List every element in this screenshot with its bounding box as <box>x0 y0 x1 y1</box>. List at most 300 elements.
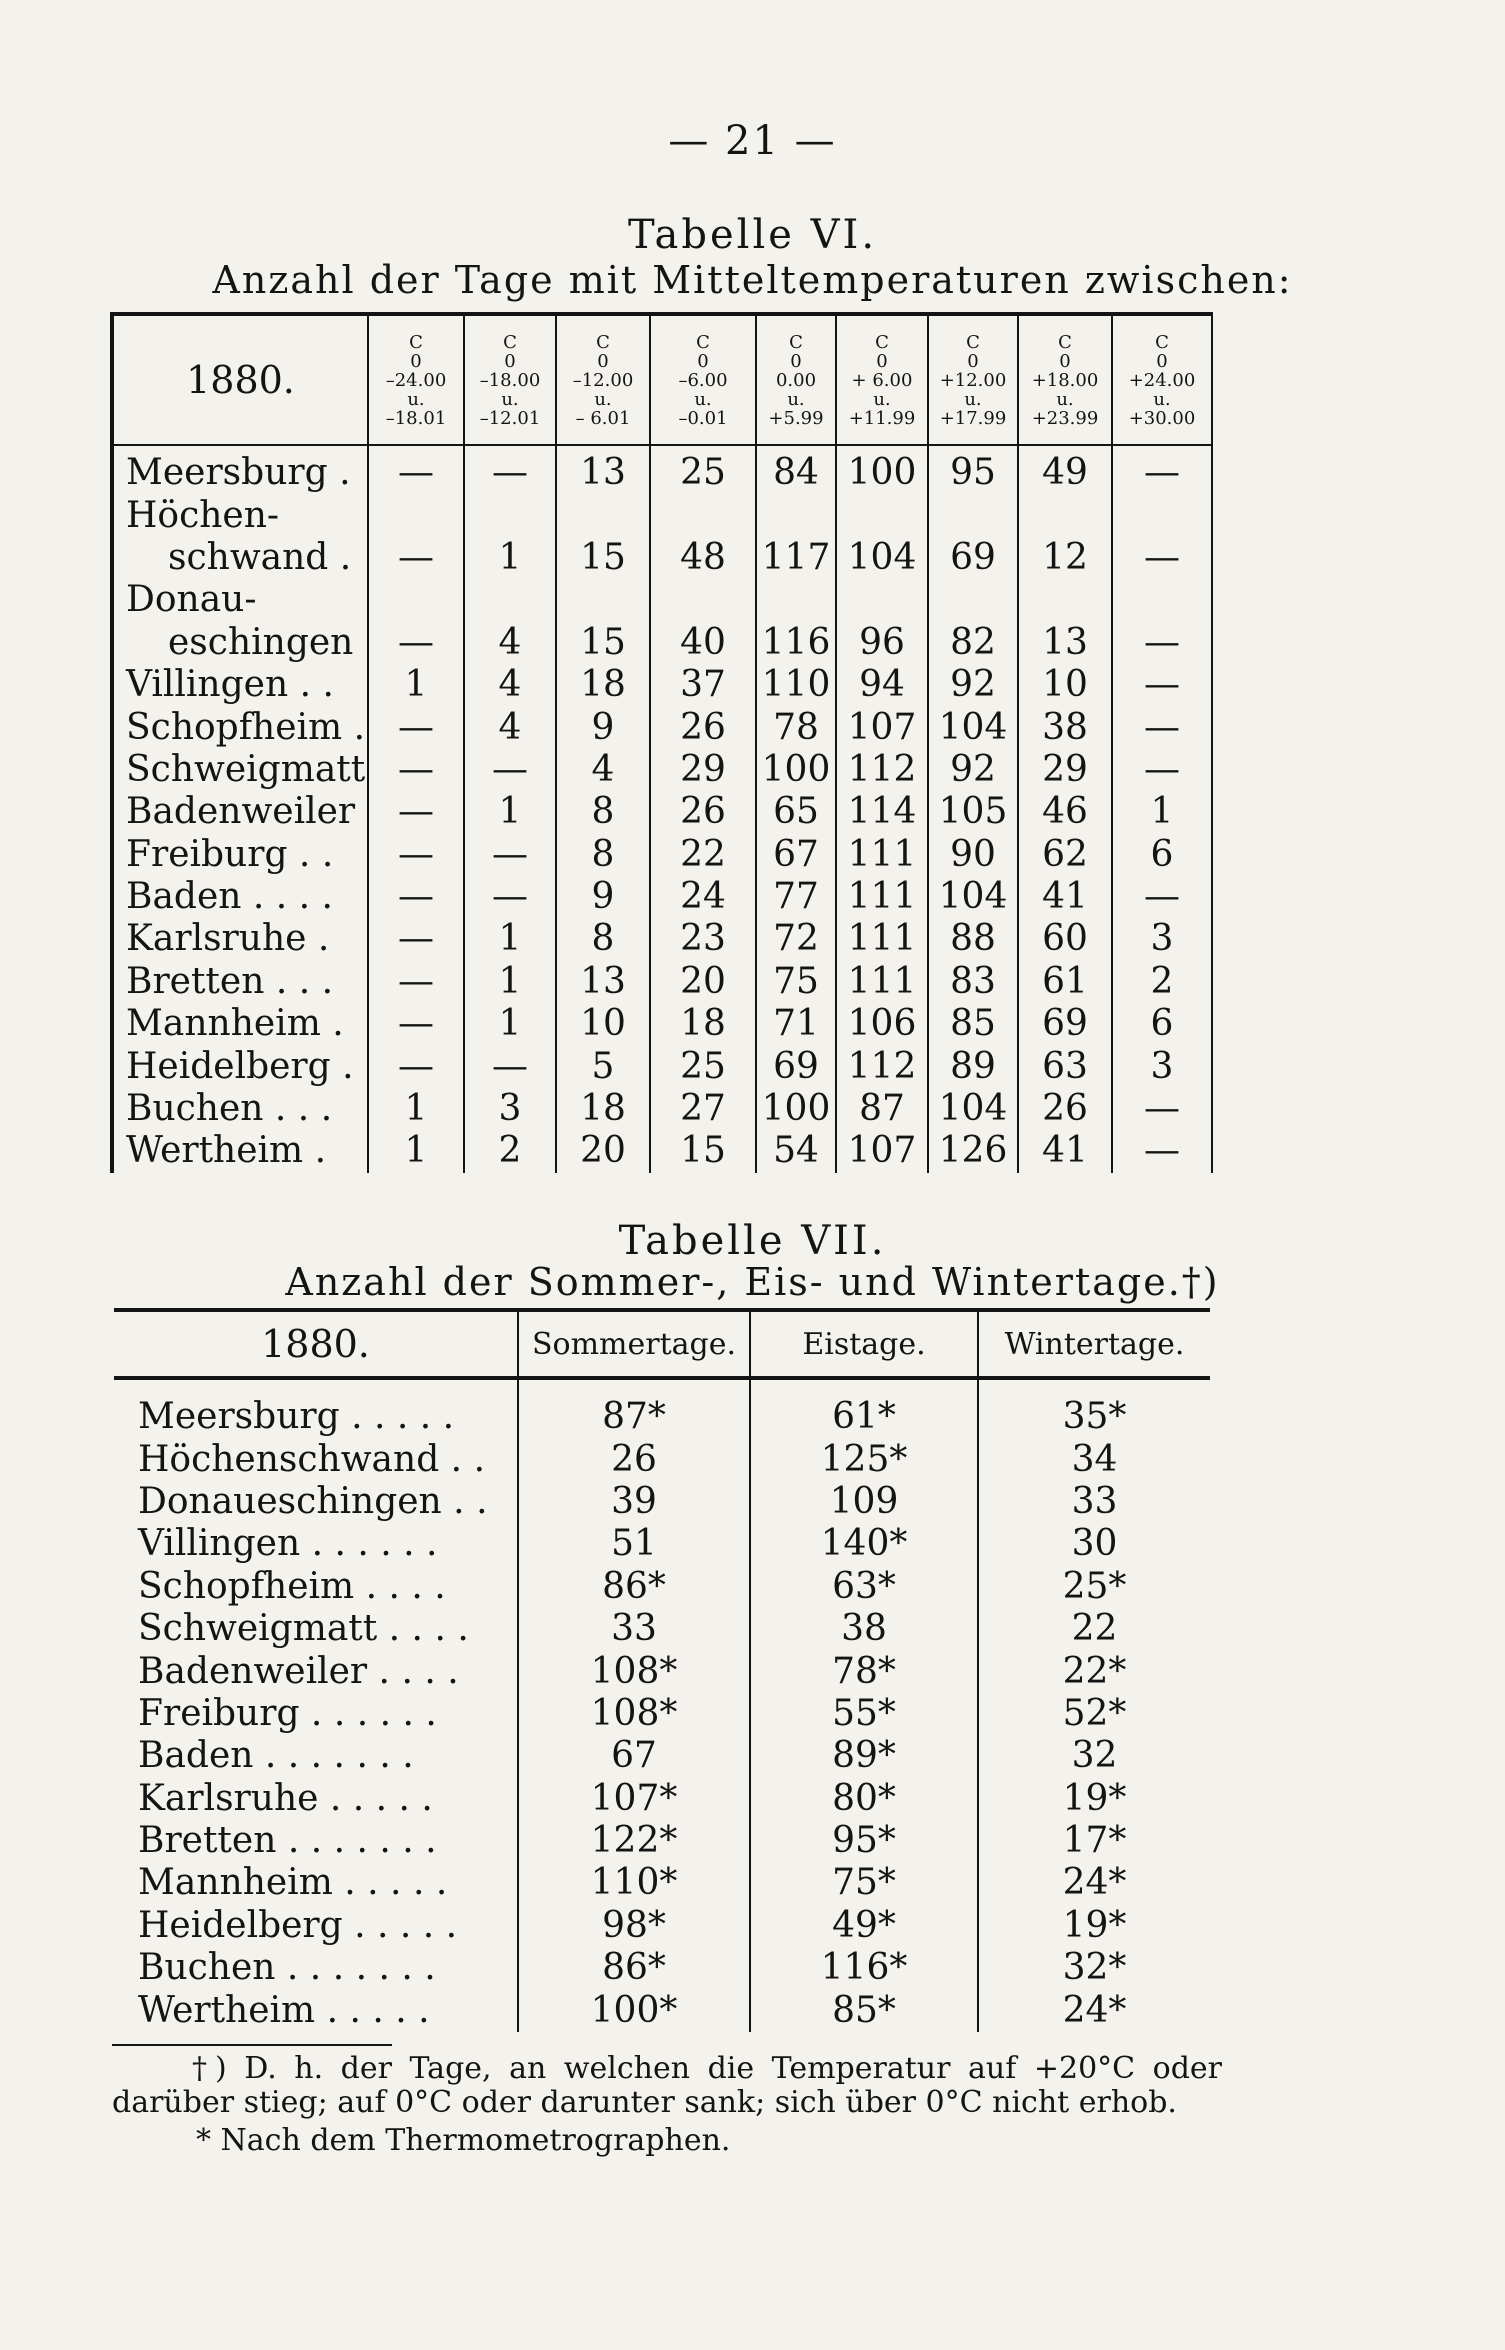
day-count-cell <box>1112 494 1212 536</box>
day-count-cell: 116 <box>756 622 836 664</box>
day-count-cell: 1 <box>464 791 556 833</box>
station-name: Schweigmatt . . . . <box>138 1608 469 1650</box>
winter-days-cell: 25* <box>978 1566 1210 1608</box>
day-count-cell: 61 <box>1018 961 1112 1003</box>
range-conj: u. <box>1056 388 1074 410</box>
day-count-cell: — <box>464 1045 556 1087</box>
ice-days-cell: 95* <box>750 1820 978 1862</box>
day-count-cell: 2 <box>464 1130 556 1172</box>
day-count-cell: 90 <box>928 834 1018 876</box>
day-count-cell: — <box>1112 1088 1212 1130</box>
day-count-cell: 27 <box>650 1088 756 1130</box>
table7-title: Tabelle VII. <box>618 1218 887 1264</box>
temperature-range-header <box>928 314 1018 445</box>
day-count-cell: 104 <box>836 537 928 579</box>
day-count-cell: 126 <box>928 1130 1018 1172</box>
table-row <box>112 445 1212 494</box>
day-count-cell: 12 <box>1018 537 1112 579</box>
ice-days-cell: 49* <box>750 1905 978 1947</box>
day-count-cell: 41 <box>1018 876 1112 918</box>
station-name: Badenweiler . . . . <box>138 1650 459 1692</box>
range-to: –0.01 <box>678 407 728 429</box>
winter-days-header: Wintertage. <box>978 1310 1210 1378</box>
ice-days-cell: 55* <box>750 1693 978 1735</box>
winter-days-cell: 24* <box>978 1989 1210 2031</box>
range-from: +12.00 <box>939 369 1007 391</box>
range-conj: u. <box>787 388 805 410</box>
unit-label: C <box>696 331 710 353</box>
winter-days-cell: 34 <box>978 1438 1210 1480</box>
day-count-cell: 48 <box>650 537 756 579</box>
station-name: Bretten . . . <box>112 961 368 1003</box>
ice-days-cell: 116* <box>750 1947 978 1989</box>
day-count-cell <box>1018 494 1112 536</box>
day-count-cell: 3 <box>464 1088 556 1130</box>
table-row <box>114 1608 1210 1650</box>
table6-title: Tabelle VI. <box>627 212 878 258</box>
summer-days-cell: 86* <box>518 1566 750 1608</box>
summer-days-cell: 87* <box>518 1396 750 1438</box>
day-count-cell <box>756 494 836 536</box>
day-count-cell: 95 <box>928 445 1018 494</box>
unit-label: C <box>409 331 423 353</box>
table7-header-row <box>114 1310 1210 1378</box>
station-name: Donau- <box>112 579 368 621</box>
day-count-cell: 67 <box>756 834 836 876</box>
day-count-cell: 1 <box>368 664 464 706</box>
table-row <box>112 622 1212 664</box>
day-count-cell: 117 <box>756 537 836 579</box>
ice-days-cell: 63* <box>750 1566 978 1608</box>
range-to: +11.99 <box>848 407 916 429</box>
day-count-cell: 2 <box>1112 961 1212 1003</box>
day-count-cell: 72 <box>756 918 836 960</box>
table-row <box>112 1045 1212 1087</box>
station-name: Karlsruhe . . . . . <box>138 1777 433 1819</box>
day-count-cell: 8 <box>556 918 650 960</box>
winter-days-cell: 52* <box>978 1693 1210 1735</box>
winter-days-cell: 24* <box>978 1862 1210 1904</box>
day-count-cell: 1 <box>1112 791 1212 833</box>
day-count-cell: 104 <box>928 706 1018 748</box>
day-count-cell: — <box>1112 1130 1212 1172</box>
footnote-dagger: †) D. h. der Tage, an welchen die Temperatur auf +20°C oder darüber stieg; auf 0°C oder darunter sank; sich über 0°C nicht erhob. <box>112 2051 1222 2120</box>
unit-label: C <box>596 331 610 353</box>
range-from: –18.00 <box>479 369 541 391</box>
day-count-cell <box>1112 579 1212 621</box>
range-conj: u. <box>1153 388 1171 410</box>
day-count-cell: 38 <box>1018 706 1112 748</box>
range-from: +18.00 <box>1031 369 1099 391</box>
day-count-cell: 46 <box>1018 791 1112 833</box>
day-count-cell: 18 <box>556 1088 650 1130</box>
day-count-cell: 112 <box>836 1045 928 1087</box>
day-count-cell: 4 <box>464 706 556 748</box>
day-count-cell: 15 <box>556 537 650 579</box>
station-name: Heidelberg . . . . . <box>138 1904 458 1946</box>
day-count-cell: 13 <box>556 961 650 1003</box>
ice-days-cell: 38 <box>750 1608 978 1650</box>
day-count-cell <box>368 579 464 621</box>
unit-label: C <box>875 331 889 353</box>
degree-mark: 0 <box>1059 350 1071 372</box>
day-count-cell: 9 <box>556 876 650 918</box>
winter-days-cell: 19* <box>978 1778 1210 1820</box>
day-count-cell <box>556 494 650 536</box>
range-to: +17.99 <box>939 407 1007 429</box>
day-count-cell: 4 <box>464 664 556 706</box>
table-row <box>114 1862 1210 1904</box>
day-count-cell: 104 <box>928 1088 1018 1130</box>
day-count-cell: 25 <box>650 445 756 494</box>
day-count-cell: 112 <box>836 749 928 791</box>
day-count-cell: 111 <box>836 961 928 1003</box>
day-count-cell: 82 <box>928 622 1018 664</box>
range-to: +5.99 <box>768 407 824 429</box>
table-row <box>114 1566 1210 1608</box>
day-count-cell: 8 <box>556 834 650 876</box>
day-count-cell: 100 <box>756 749 836 791</box>
table-row <box>112 1003 1212 1045</box>
winter-days-cell: 30 <box>978 1523 1210 1565</box>
table-row <box>112 1130 1212 1172</box>
day-count-cell: — <box>464 445 556 494</box>
day-count-cell: 107 <box>836 1130 928 1172</box>
day-count-cell: 107 <box>836 706 928 748</box>
day-count-cell: 15 <box>556 622 650 664</box>
day-count-cell: — <box>368 749 464 791</box>
day-count-cell: 23 <box>650 918 756 960</box>
table-row <box>114 1989 1210 2031</box>
station-name: Höchenschwand . . <box>138 1438 486 1480</box>
summer-days-cell: 51 <box>518 1523 750 1565</box>
table-row <box>112 918 1212 960</box>
range-to: –18.01 <box>385 407 447 429</box>
winter-days-cell: 19* <box>978 1905 1210 1947</box>
day-count-cell: — <box>368 537 464 579</box>
ice-days-cell: 125* <box>750 1438 978 1480</box>
day-count-cell: — <box>1112 445 1212 494</box>
day-count-cell: 9 <box>556 706 650 748</box>
day-count-cell: 24 <box>650 876 756 918</box>
day-count-cell <box>836 494 928 536</box>
winter-days-cell: 22 <box>978 1608 1210 1650</box>
day-count-cell: 40 <box>650 622 756 664</box>
range-conj: u. <box>501 388 519 410</box>
table-row <box>114 1778 1210 1820</box>
table7-body <box>114 1378 1210 2032</box>
range-from: –24.00 <box>385 369 447 391</box>
day-count-cell: — <box>368 918 464 960</box>
day-count-cell <box>756 579 836 621</box>
day-count-cell: 104 <box>928 876 1018 918</box>
station-name: Wertheim . . . . . <box>138 1989 430 2031</box>
table-row <box>114 1650 1210 1692</box>
temperature-days-table <box>110 312 1213 1173</box>
day-count-cell: 41 <box>1018 1130 1112 1172</box>
station-name: Höchen- <box>112 494 368 536</box>
station-name: Meersburg . <box>112 445 368 494</box>
day-count-cell: 1 <box>464 1003 556 1045</box>
day-count-cell: — <box>464 876 556 918</box>
day-count-cell: 18 <box>650 1003 756 1045</box>
day-count-cell: 69 <box>756 1045 836 1087</box>
station-name: Baden . . . . <box>112 876 368 918</box>
winter-days-cell: 22* <box>978 1650 1210 1692</box>
unit-label: C <box>789 331 803 353</box>
degree-mark: 0 <box>967 350 979 372</box>
table-row <box>112 834 1212 876</box>
day-count-cell: 4 <box>556 749 650 791</box>
range-conj: u. <box>964 388 982 410</box>
day-count-cell: 20 <box>556 1130 650 1172</box>
day-count-cell: 100 <box>836 445 928 494</box>
range-to: –12.01 <box>479 407 541 429</box>
summer-days-cell: 110* <box>518 1862 750 1904</box>
day-count-cell: — <box>368 706 464 748</box>
range-conj: u. <box>407 388 425 410</box>
day-count-cell: 10 <box>1018 664 1112 706</box>
day-count-cell: 71 <box>756 1003 836 1045</box>
day-count-cell: — <box>368 834 464 876</box>
station-name: Mannheim . . . . . <box>138 1862 448 1904</box>
table-spacer-row <box>114 1378 1210 1396</box>
table-row <box>114 1905 1210 1947</box>
day-count-cell: 10 <box>556 1003 650 1045</box>
day-count-cell <box>650 494 756 536</box>
spacer-cell <box>114 1378 518 1396</box>
day-count-cell: 77 <box>756 876 836 918</box>
range-from: –6.00 <box>678 369 728 391</box>
day-count-cell: 110 <box>756 664 836 706</box>
station-name: Wertheim . <box>112 1130 368 1172</box>
summer-days-cell: 39 <box>518 1481 750 1523</box>
day-count-cell: 75 <box>756 961 836 1003</box>
range-to: +23.99 <box>1031 407 1099 429</box>
range-conj: u. <box>873 388 891 410</box>
ice-days-cell: 80* <box>750 1778 978 1820</box>
summer-days-cell: 108* <box>518 1693 750 1735</box>
summer-days-header: Sommertage. <box>518 1310 750 1378</box>
range-from: 0.00 <box>775 369 817 391</box>
temperature-range-header <box>836 314 928 445</box>
day-count-cell <box>1018 579 1112 621</box>
temperature-range-header <box>650 314 756 445</box>
range-to: +30.00 <box>1128 407 1196 429</box>
day-count-cell <box>464 494 556 536</box>
ice-days-header: Eistage. <box>750 1310 978 1378</box>
day-count-cell: 88 <box>928 918 1018 960</box>
day-count-cell: — <box>368 961 464 1003</box>
table6-year-header: 1880. <box>112 314 368 445</box>
range-conj: u. <box>694 388 712 410</box>
table-row <box>114 1523 1210 1565</box>
day-count-cell: 49 <box>1018 445 1112 494</box>
winter-days-cell: 33 <box>978 1481 1210 1523</box>
day-count-cell: 29 <box>1018 749 1112 791</box>
day-count-cell: 85 <box>928 1003 1018 1045</box>
day-count-cell: 100 <box>756 1088 836 1130</box>
degree-mark: 0 <box>697 350 709 372</box>
degree-mark: 0 <box>597 350 609 372</box>
station-name: Buchen . . . <box>112 1088 368 1130</box>
station-name: eschingen <box>112 622 368 664</box>
spacer-cell <box>978 1378 1210 1396</box>
day-count-cell: 83 <box>928 961 1018 1003</box>
unit-label: C <box>1058 331 1072 353</box>
spacer-cell <box>518 1378 750 1396</box>
day-count-cell: 29 <box>650 749 756 791</box>
day-count-cell: 78 <box>756 706 836 748</box>
day-count-cell: — <box>1112 537 1212 579</box>
degree-mark: 0 <box>1156 350 1168 372</box>
temperature-range-header <box>1018 314 1112 445</box>
ice-days-cell: 89* <box>750 1735 978 1777</box>
table-row <box>112 494 1212 536</box>
table6-body <box>112 445 1212 1173</box>
day-count-cell: — <box>1112 664 1212 706</box>
day-count-cell <box>556 579 650 621</box>
day-count-cell: 26 <box>650 706 756 748</box>
table6-caption: Anzahl der Tage mit Mitteltemperaturen zwischen: <box>212 258 1293 302</box>
summer-days-cell: 100* <box>518 1989 750 2031</box>
station-name: Schopfheim . <box>112 706 368 748</box>
day-count-cell: 1 <box>464 537 556 579</box>
day-count-cell <box>836 579 928 621</box>
table-row <box>114 1947 1210 1989</box>
day-count-cell: — <box>368 445 464 494</box>
winter-days-cell: 17* <box>978 1820 1210 1862</box>
day-count-cell: 6 <box>1112 834 1212 876</box>
ice-days-cell: 61* <box>750 1396 978 1438</box>
day-count-cell: — <box>368 1045 464 1087</box>
day-count-cell: 87 <box>836 1088 928 1130</box>
station-name: Freiburg . . . . . . <box>138 1692 437 1734</box>
day-count-cell: 1 <box>368 1088 464 1130</box>
table7-caption: Anzahl der Sommer-, Eis- und Wintertage.†) <box>285 1260 1220 1304</box>
day-count-cell: 13 <box>1018 622 1112 664</box>
ice-days-cell: 140* <box>750 1523 978 1565</box>
day-count-cell <box>928 494 1018 536</box>
winter-days-cell: 32 <box>978 1735 1210 1777</box>
summer-days-cell: 26 <box>518 1438 750 1480</box>
table-row <box>112 961 1212 1003</box>
station-name: Freiburg . . <box>112 834 368 876</box>
day-count-cell: 3 <box>1112 1045 1212 1087</box>
station-name: Mannheim . <box>112 1003 368 1045</box>
day-count-cell: — <box>368 876 464 918</box>
range-from: + 6.00 <box>851 369 913 391</box>
table-row <box>112 537 1212 579</box>
winter-days-cell: 32* <box>978 1947 1210 1989</box>
day-count-cell: 105 <box>928 791 1018 833</box>
day-count-cell: 92 <box>928 749 1018 791</box>
unit-label: C <box>1155 331 1169 353</box>
day-count-cell: 8 <box>556 791 650 833</box>
day-count-cell: 111 <box>836 834 928 876</box>
table-row <box>112 706 1212 748</box>
ice-days-cell: 78* <box>750 1650 978 1692</box>
temperature-range-header <box>1112 314 1212 445</box>
winter-days-cell: 35* <box>978 1396 1210 1438</box>
page-number: — 21 — <box>668 118 837 164</box>
day-count-cell: 15 <box>650 1130 756 1172</box>
unit-label: C <box>966 331 980 353</box>
footnote-divider <box>112 2044 392 2046</box>
station-name: Heidelberg . <box>112 1045 368 1087</box>
day-count-cell: 94 <box>836 664 928 706</box>
station-name: Baden . . . . . . . <box>138 1735 414 1777</box>
day-count-cell: 26 <box>1018 1088 1112 1130</box>
day-count-cell: — <box>464 749 556 791</box>
station-name: Donaueschingen . . <box>138 1480 488 1522</box>
day-count-cell: 1 <box>464 918 556 960</box>
table-row <box>114 1481 1210 1523</box>
station-name: Badenweiler <box>112 791 368 833</box>
day-count-cell: 1 <box>368 1130 464 1172</box>
day-count-cell: 25 <box>650 1045 756 1087</box>
table7-year-header: 1880. <box>114 1310 518 1378</box>
day-count-cell: 111 <box>836 876 928 918</box>
table-row <box>112 749 1212 791</box>
day-count-cell: — <box>368 791 464 833</box>
day-count-cell: 20 <box>650 961 756 1003</box>
day-count-cell: 63 <box>1018 1045 1112 1087</box>
day-count-cell: 65 <box>756 791 836 833</box>
table-row <box>112 791 1212 833</box>
range-conj: u. <box>594 388 612 410</box>
station-name: schwand . <box>112 537 368 579</box>
day-count-cell: 96 <box>836 622 928 664</box>
day-count-cell: — <box>1112 706 1212 748</box>
day-count-cell: — <box>368 622 464 664</box>
day-count-cell: 62 <box>1018 834 1112 876</box>
degree-mark: 0 <box>876 350 888 372</box>
summer-days-cell: 67 <box>518 1735 750 1777</box>
summer-days-cell: 33 <box>518 1608 750 1650</box>
ice-days-cell: 85* <box>750 1989 978 2031</box>
day-count-cell: 84 <box>756 445 836 494</box>
temperature-range-header <box>756 314 836 445</box>
day-count-cell: 13 <box>556 445 650 494</box>
ice-days-cell: 75* <box>750 1862 978 1904</box>
day-count-cell: — <box>1112 749 1212 791</box>
table-row <box>112 579 1212 621</box>
temperature-range-header <box>368 314 464 445</box>
range-from: –12.00 <box>572 369 634 391</box>
table-row <box>114 1438 1210 1480</box>
day-count-cell: 106 <box>836 1003 928 1045</box>
temperature-range-header <box>464 314 556 445</box>
unit-label: C <box>503 331 517 353</box>
day-count-cell: — <box>1112 876 1212 918</box>
day-count-cell <box>464 579 556 621</box>
spacer-cell <box>750 1378 978 1396</box>
day-count-cell: 5 <box>556 1045 650 1087</box>
day-count-cell: 69 <box>928 537 1018 579</box>
range-from: +24.00 <box>1128 369 1196 391</box>
day-count-cell <box>368 494 464 536</box>
day-count-cell: — <box>1112 622 1212 664</box>
table-row <box>114 1820 1210 1862</box>
ice-days-cell: 109 <box>750 1481 978 1523</box>
summer-days-cell: 122* <box>518 1820 750 1862</box>
degree-mark: 0 <box>790 350 802 372</box>
station-name: Bretten . . . . . . . <box>138 1820 437 1862</box>
day-count-cell: 1 <box>464 961 556 1003</box>
summer-days-cell: 86* <box>518 1947 750 1989</box>
station-name: Schopfheim . . . . <box>138 1565 446 1607</box>
